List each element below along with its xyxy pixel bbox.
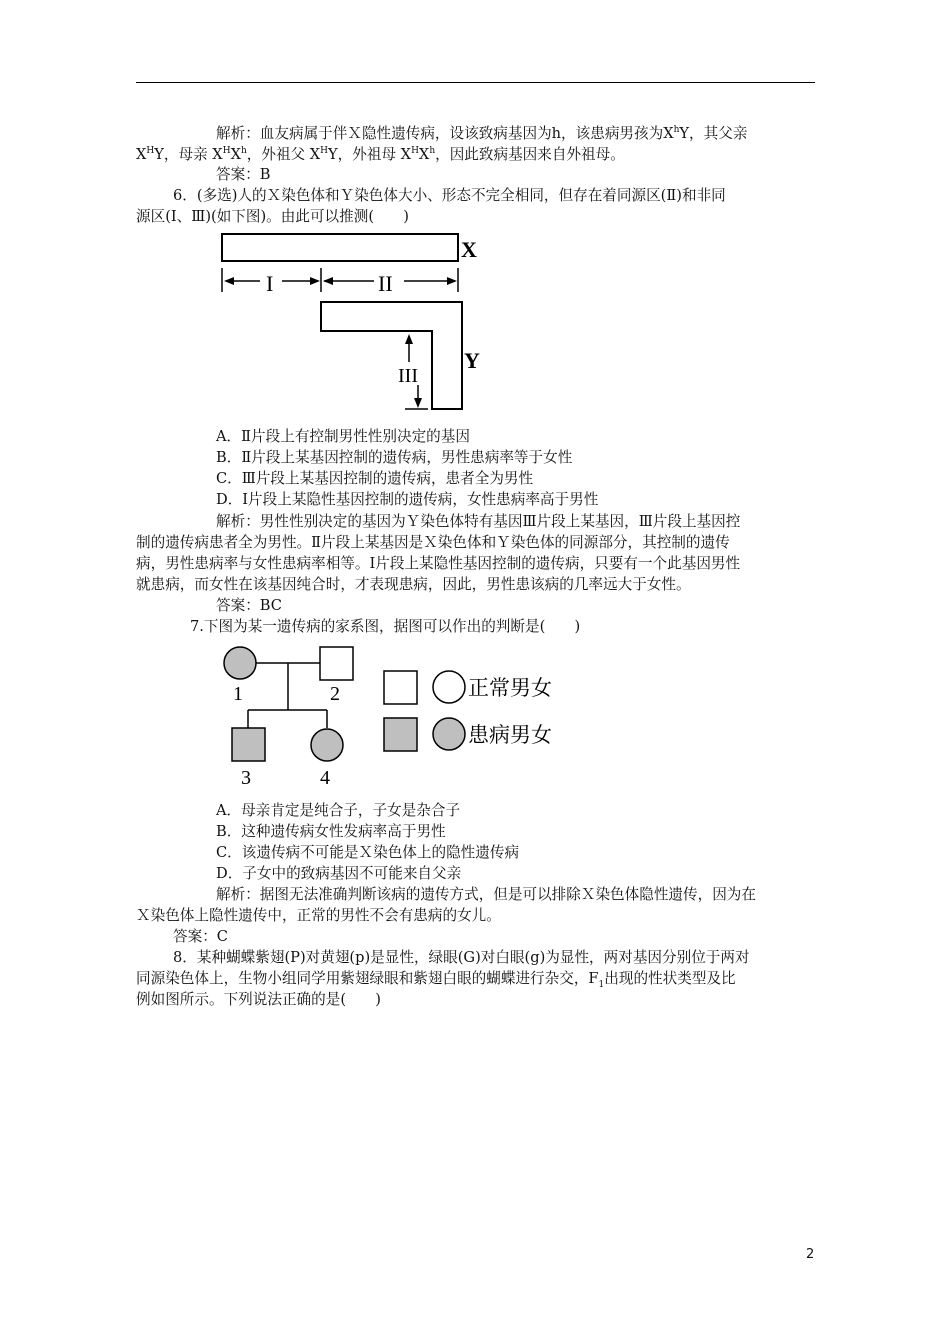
q6-analysis-line-4: 就患病，而女性在该基因纯合时，才表现患病，因此，男性患该病的几率远大于女性。 (136, 576, 691, 593)
legend-affected-label: 患病男女 (468, 723, 552, 747)
legend-affected-female (433, 718, 465, 750)
pedigree-label-1: 1 (233, 683, 243, 705)
q7-stem: 7.下图为某一遗传病的家系图，据图可以作出的判断是( ) (190, 618, 581, 635)
q7-option-a: A．母亲肯定是纯合子，子女是杂合子 (216, 802, 461, 819)
q6-stem-line-1: 6．(多选)人的Ｘ染色体和Ｙ染色体大小、形态不完全相同，但存在着同源区(Ⅱ)和非同 (173, 187, 726, 204)
q8-stem-line-3: 例如图所示。下列说法正确的是( ) (136, 991, 381, 1008)
q6-analysis-line-2: 制的遗传病患者全为男性。Ⅱ片段上某基因是Ｘ染色体和Ｙ染色体的同源部分，其控制的遗传 (136, 534, 730, 551)
label-region-2: II (378, 271, 393, 296)
q6-analysis-line-3: 病，男性患病率与女性患病率相等。Ⅰ片段上某隐性基因控制的遗传病，只要有一个此基因男性 (136, 555, 741, 572)
q5-answer: 答案：B (216, 166, 271, 183)
pedigree-label-3: 3 (241, 767, 251, 789)
label-region-3: III (398, 365, 418, 387)
pedigree-label-4: 4 (320, 767, 330, 789)
pedigree-individual-3 (232, 728, 265, 761)
q7-option-b: B．这种遗传病女性发病率高于男性 (216, 823, 446, 840)
q8-stem-line-2: 同源染色体上，生物小组同学用紫翅绿眼和紫翅白眼的蝴蝶进行杂交，$F_1$出现的性状类型及比 (136, 970, 736, 990)
legend-normal-label: 正常男女 (468, 676, 552, 700)
q5-analysis-line-1: 解析：血友病属于伴Ｘ隐性遗传病，设该致病基因为h，该患病男孩为$X^hY$，其父亲 (216, 125, 748, 142)
q6-stem-line-2: 源区(Ⅰ、Ⅲ)(如下图)。由此可以推测( ) (136, 208, 409, 225)
label-x: X (461, 237, 477, 262)
q5-analysis-line-2: $X^HY$，母亲 $X^HX^h$，外祖父 $X^HY$，外祖母 $X^HX^h$，因此致病基因来自外祖母。 (136, 146, 625, 163)
q7-analysis-line-1: 解析：据图无法准确判断该病的遗传方式，但是可以排除Ｘ染色体隐性遗传，因为在 (216, 886, 756, 903)
q6-option-a: A．Ⅱ片段上有控制男性性别决定的基因 (216, 428, 470, 445)
q6-analysis-line-1: 解析：男性性别决定的基因为Ｙ染色体特有基因Ⅲ片段上某基因，Ⅲ片段上基因控 (216, 513, 741, 530)
q7-analysis-line-2: Ｘ染色体上隐性遗传中，正常的男性不会有患病的女儿。 (136, 907, 501, 924)
q7-answer: 答案：C (173, 928, 228, 945)
q8-stem-line-1: 8．某种蝴蝶紫翅(P)对黄翅(p)是显性，绿眼(G)对白眼(g)为显性，两对基因分别位于两对 (173, 949, 750, 966)
q6-option-c: C．Ⅲ片段上某基因控制的遗传病，患者全为男性 (216, 470, 534, 487)
pedigree-individual-1 (224, 647, 256, 679)
legend-normal-male (384, 671, 417, 704)
q7-option-d: D．子女中的致病基因不可能来自父亲 (216, 865, 462, 882)
q6-option-d: D．Ⅰ片段上某隐性基因控制的遗传病，女性患病率高于男性 (216, 491, 599, 508)
label-y: Y (464, 348, 480, 373)
q7-option-c: C．该遗传病不可能是Ｘ染色体上的隐性遗传病 (216, 844, 520, 861)
label-region-1: I (266, 271, 274, 296)
legend-affected-male (384, 718, 417, 751)
pedigree-label-2: 2 (330, 683, 340, 705)
legend-normal-female (433, 671, 465, 703)
pedigree-individual-4 (311, 729, 343, 761)
page-number: 2 (806, 1247, 815, 1262)
q6-option-b: B．Ⅱ片段上某基因控制的遗传病，男性患病率等于女性 (216, 449, 573, 466)
pedigree-individual-2 (320, 647, 353, 680)
q6-answer: 答案：BC (216, 597, 282, 614)
